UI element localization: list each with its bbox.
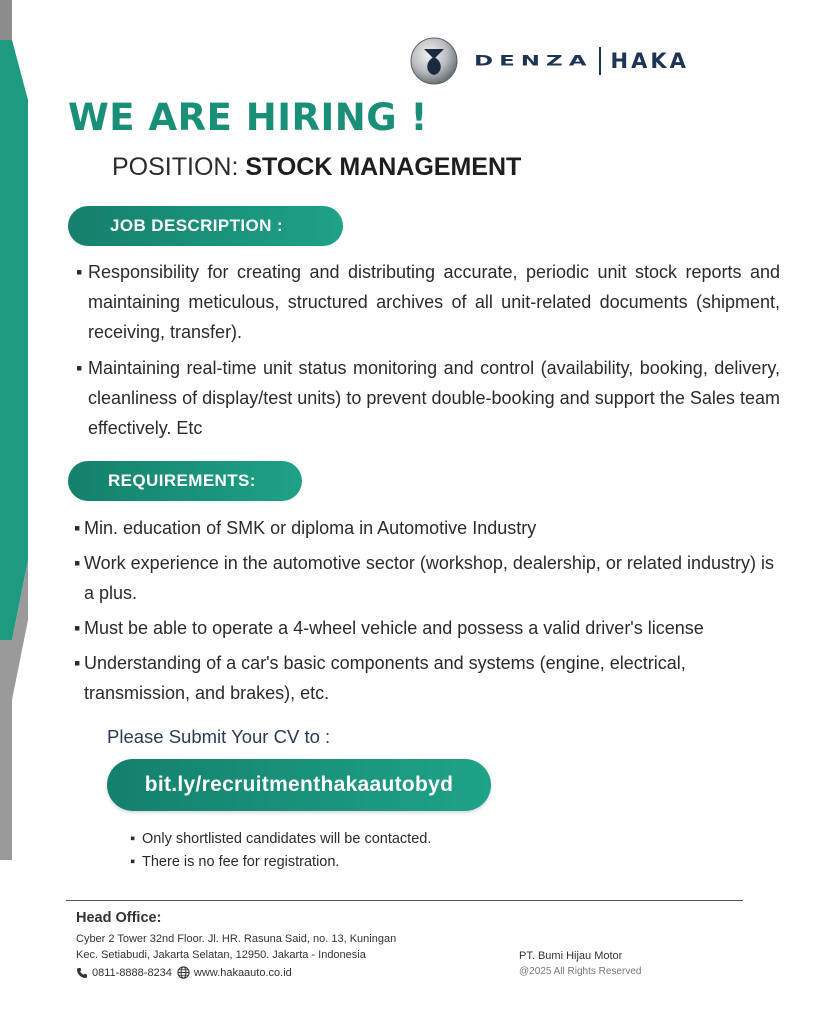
cv-submission-link-text: bit.ly/recruitmenthakaautobyd bbox=[144, 773, 454, 796]
list-item-text: Work experience in the automotive sector (workshop, dealership, or related industry) is a plus. bbox=[84, 553, 774, 603]
list-item bbox=[74, 548, 774, 608]
bullet-icon: ▪ bbox=[76, 262, 83, 282]
requirements-list bbox=[74, 513, 774, 713]
globe-icon bbox=[177, 966, 190, 979]
position-label: POSITION: bbox=[112, 153, 239, 181]
list-item-text: Min. education of SMK or diploma in Automotive Industry bbox=[84, 518, 537, 538]
website-link[interactable]: www.hakaauto.co.id bbox=[193, 966, 292, 979]
list-item-text: Must be able to operate a 4-wheel vehicle and possess a valid driver's license bbox=[84, 618, 704, 638]
address-line-2: Kec. Setiabudi, Jakarta Selatan, 12950. Jakarta - Indonesia bbox=[76, 949, 366, 961]
phone-number: 0811-8888-8234 bbox=[92, 966, 172, 979]
office-heading: Head Office: bbox=[76, 910, 162, 926]
job-description-heading bbox=[68, 206, 343, 246]
brand-haka-wordmark: HAKA bbox=[610, 49, 689, 73]
brand-logo bbox=[410, 36, 689, 86]
bullet-icon: ▪ bbox=[74, 518, 81, 538]
job-description-heading-label: JOB DESCRIPTION : bbox=[110, 216, 284, 235]
submit-cv-label: Please Submit Your CV to : bbox=[107, 726, 331, 747]
copyright-text: @2025 All Rights Reserved bbox=[519, 966, 642, 977]
address-line-1: Cyber 2 Tower 32nd Floor. Jl. HR. Rasuna Said, no. 13, Kuningan bbox=[76, 933, 397, 945]
denza-emblem-icon bbox=[410, 37, 458, 85]
list-item-text: Responsibility for creating and distributing accurate, periodic unit stock reports and maintaining meticulous, structured archives of all unit-related documents (shipment, receiving, transfer). bbox=[88, 262, 780, 342]
company-name: PT. Bumi Hijau Motor bbox=[519, 950, 623, 962]
position-line bbox=[112, 153, 521, 182]
job-description-list bbox=[76, 257, 780, 449]
list-item-text: Maintaining real-time unit status monitoring and control (availability, booking, delivery, cleanliness of display/test units) to prevent double-booking and support the Sales team effectively. Etc bbox=[88, 358, 780, 438]
requirements-heading-label: REQUIREMENTS: bbox=[108, 471, 256, 490]
phone-icon bbox=[76, 967, 88, 979]
list-item bbox=[74, 648, 774, 708]
bullet-icon: ▪ bbox=[74, 553, 81, 573]
brand-divider bbox=[599, 47, 601, 75]
contact-row bbox=[76, 966, 292, 979]
bullet-icon: ▪ bbox=[130, 854, 136, 870]
bullet-icon: ▪ bbox=[76, 358, 83, 378]
bullet-icon: ▪ bbox=[130, 831, 136, 847]
cv-submission-link[interactable] bbox=[107, 759, 491, 811]
footer-divider bbox=[66, 900, 743, 901]
list-item bbox=[76, 257, 780, 347]
list-item bbox=[74, 513, 774, 543]
list-item bbox=[74, 613, 774, 643]
notes-list bbox=[130, 828, 432, 874]
list-item-text: Only shortlisted candidates will be contacted. bbox=[142, 831, 432, 847]
list-item-text: There is no fee for registration. bbox=[142, 854, 340, 870]
list-item bbox=[130, 851, 431, 874]
list-item bbox=[130, 828, 432, 851]
brand-denza-wordmark: DENZA bbox=[474, 52, 593, 70]
decorative-side-stripe bbox=[0, 0, 40, 1024]
list-item-text: Understanding of a car's basic components and systems (engine, electrical, transmission, and brakes), etc. bbox=[84, 653, 686, 703]
bullet-icon: ▪ bbox=[74, 653, 81, 673]
position-title: STOCK MANAGEMENT bbox=[245, 153, 522, 181]
requirements-heading bbox=[68, 461, 302, 501]
bullet-icon: ▪ bbox=[74, 618, 81, 638]
headline: WE ARE HIRING ! bbox=[68, 96, 428, 139]
list-item bbox=[76, 353, 780, 443]
